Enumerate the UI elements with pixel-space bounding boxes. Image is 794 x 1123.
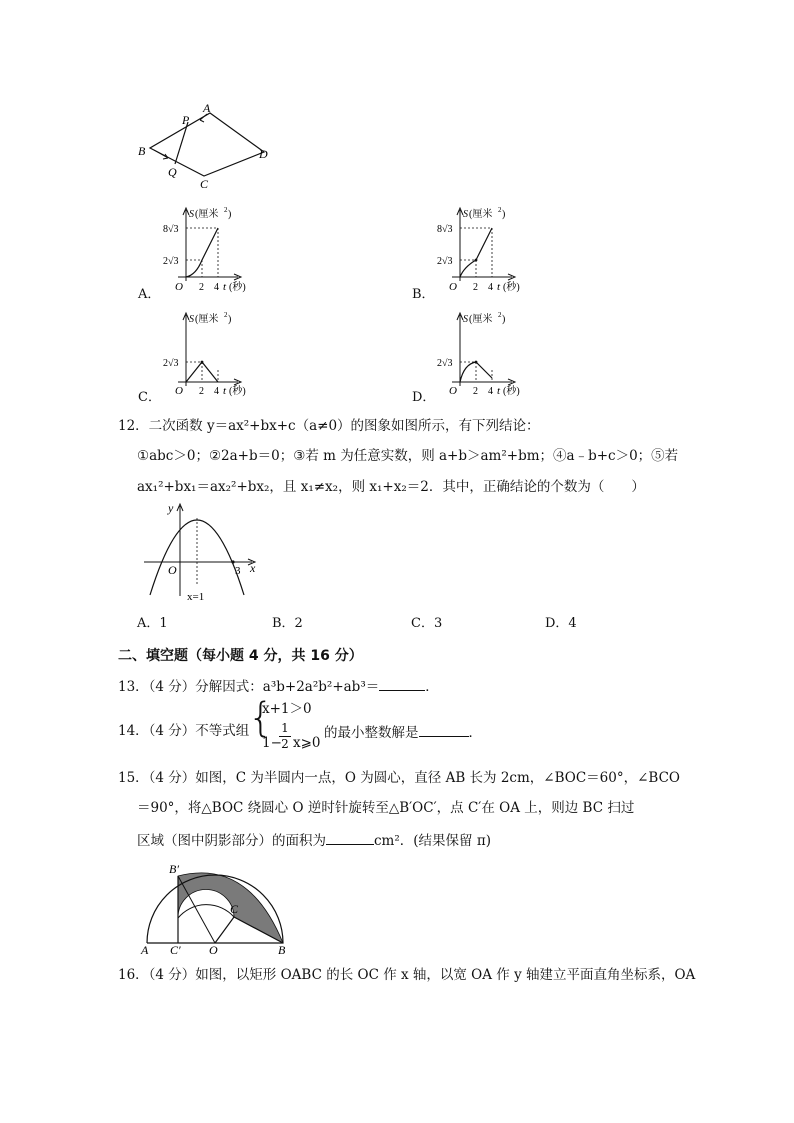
label-C: C bbox=[200, 177, 209, 191]
d-tick-mid: 2√3 bbox=[437, 358, 453, 369]
label-P: P bbox=[182, 113, 190, 127]
d-yaxis-unit: (厘米 bbox=[469, 314, 493, 325]
label-D: D bbox=[259, 147, 268, 161]
d-x4: 4 bbox=[488, 386, 493, 397]
a-yaxis-unit: (厘米 bbox=[195, 209, 219, 220]
c-yaxis-sup: 2 bbox=[224, 311, 228, 319]
a-xaxis-unit: (秒) bbox=[229, 282, 246, 293]
d-yaxis-s: S bbox=[463, 314, 468, 325]
q15-line3 bbox=[137, 830, 491, 850]
q13-end: ． bbox=[425, 679, 439, 695]
q12-options bbox=[137, 612, 697, 632]
a-x4: 4 bbox=[214, 282, 219, 293]
a-yaxis-close: ) bbox=[228, 209, 232, 220]
q14-suffix-line bbox=[324, 722, 482, 742]
d-origin: O bbox=[449, 385, 457, 397]
q13-text: 13．（4 分）分解因式：a³b+2a²b²+ab³＝ bbox=[118, 679, 380, 695]
b-xaxis-t: t bbox=[497, 281, 501, 293]
c-origin: O bbox=[175, 385, 183, 397]
graph-d-svg bbox=[412, 310, 542, 405]
option-b-label: B． bbox=[412, 287, 435, 302]
q15-line1: 15．（4 分）如图，C 为半圆内一点，O 为圆心，直径 AB 长为 2cm，∠BOC＝60°，∠BCO bbox=[118, 770, 680, 786]
c-x2: 2 bbox=[199, 386, 204, 397]
b-tick-mid: 2√3 bbox=[437, 256, 453, 267]
c-yaxis-close: ) bbox=[228, 314, 232, 325]
q12-option-d: D．4 bbox=[545, 616, 577, 631]
q14-frac-num: 1 bbox=[279, 721, 291, 737]
q15-line3-a: 区域（图中阴影部分）的面积为 bbox=[137, 833, 326, 849]
b-yaxis-s: S bbox=[463, 209, 468, 220]
semicircle-figure bbox=[138, 858, 298, 956]
b-x2: 2 bbox=[473, 282, 478, 293]
label-A: A bbox=[203, 101, 211, 115]
graph-option-c bbox=[138, 310, 268, 405]
a-x2: 2 bbox=[199, 282, 204, 293]
option-a-label: A． bbox=[138, 287, 161, 302]
c-yaxis-unit: (厘米 bbox=[195, 314, 219, 325]
c-yaxis-s: S bbox=[189, 314, 194, 325]
parabola-x: x bbox=[250, 561, 256, 575]
q12-line3: ax₁²+bx₁＝ax₂²+bx₂，且 x₁≠x₂，则 x₁+x₂＝2．其中，正确结论的个数为（ ） bbox=[137, 479, 645, 495]
q16-line1: 16．（4 分）如图，以矩形 OABC 的长 OC 作 x 轴，以宽 OA 作 y 轴建立平面直角坐标系，OA bbox=[118, 967, 696, 983]
q13-blank bbox=[379, 676, 425, 691]
parabola-figure bbox=[140, 500, 270, 605]
fig-label-bp: B′ bbox=[169, 862, 179, 876]
q12-option-b: B．2 bbox=[272, 616, 303, 631]
a-yaxis-sup: 2 bbox=[224, 206, 228, 214]
parabola-svg bbox=[140, 500, 270, 605]
graph-b-svg bbox=[412, 205, 542, 300]
q12-line1: 12．二次函数 y＝ax²+bx+c（a≠0）的图象如图所示，有下列结论： bbox=[118, 418, 540, 434]
option-c-label: C． bbox=[138, 390, 161, 405]
d-yaxis-sup: 2 bbox=[498, 311, 502, 319]
label-Q: Q bbox=[168, 165, 177, 179]
d-yaxis-close: ) bbox=[502, 314, 506, 325]
a-xaxis-t: t bbox=[223, 281, 227, 293]
a-yaxis-s: S bbox=[189, 209, 194, 220]
q14-fraction bbox=[279, 721, 291, 761]
b-tick-top: 8√3 bbox=[437, 224, 453, 235]
graph-a-svg bbox=[138, 205, 268, 300]
d-xaxis-t: t bbox=[497, 385, 501, 397]
q14-row2-b: x⩾0 bbox=[293, 735, 321, 751]
parabola-axis: x=1 bbox=[187, 591, 205, 603]
q14-row1: x+1＞0 bbox=[262, 701, 312, 717]
q14-row2-a: 1− bbox=[262, 735, 282, 751]
q14-frac-den: 2 bbox=[281, 737, 289, 751]
c-tick-mid: 2√3 bbox=[163, 358, 179, 369]
q15-blank bbox=[326, 830, 374, 845]
q13 bbox=[118, 676, 439, 696]
q12-line2: ①abc＞0；②2a+b＝0；③若 m 为任意实数，则 a+b＞am²+bm；④a﹣b+c＞0；⑤若 bbox=[137, 448, 679, 464]
fig-label-cp: C′ bbox=[170, 943, 181, 957]
parabola-three: 3 bbox=[235, 565, 241, 577]
option-d-label: D． bbox=[412, 390, 436, 405]
b-yaxis-close: ) bbox=[502, 209, 506, 220]
fig-label-b: B bbox=[278, 943, 286, 957]
graph-c-svg bbox=[138, 310, 268, 405]
parabola-origin: O bbox=[168, 563, 177, 577]
q14-brace: { bbox=[248, 695, 274, 741]
graph-option-b bbox=[412, 205, 542, 300]
a-tick-mid: 2√3 bbox=[163, 256, 179, 267]
label-B: B bbox=[138, 144, 146, 158]
q12-option-c: C．3 bbox=[411, 616, 443, 631]
b-x4: 4 bbox=[488, 282, 493, 293]
q14-blank bbox=[419, 722, 469, 737]
q14-end: ． bbox=[468, 725, 482, 741]
rhombus-figure bbox=[130, 100, 280, 195]
c-xaxis-unit: (秒) bbox=[229, 386, 246, 397]
semicircle-svg bbox=[138, 858, 298, 956]
q14-suffix: 的最小整数解是 bbox=[324, 725, 419, 741]
a-tick-top: 8√3 bbox=[163, 224, 179, 235]
fig-label-o: O bbox=[209, 943, 218, 957]
fig-label-c: C bbox=[230, 902, 239, 916]
d-xaxis-unit: (秒) bbox=[503, 386, 520, 397]
q12-option-a: A．1 bbox=[137, 616, 168, 631]
graph-option-a bbox=[138, 205, 268, 300]
c-xaxis-t: t bbox=[223, 385, 227, 397]
b-origin: O bbox=[449, 281, 457, 293]
graph-option-d bbox=[412, 310, 542, 405]
b-yaxis-unit: (厘米 bbox=[469, 209, 493, 220]
q14-prefix: 14．（4 分）不等式组 bbox=[118, 723, 250, 739]
section-2-title: 二、填空题（每小题 4 分，共 16 分） bbox=[118, 648, 363, 664]
fig-label-a: A bbox=[141, 943, 149, 957]
q15-line3-b: cm²．(结果保留 π) bbox=[374, 833, 491, 849]
b-yaxis-sup: 2 bbox=[498, 206, 502, 214]
q15-line2: ＝90°，将△BOC 绕圆心 O 逆时针旋转至△B′OC′，点 C′在 OA 上，则边 BC 扫过 bbox=[137, 800, 635, 816]
parabola-y: y bbox=[168, 501, 174, 515]
rhombus-svg bbox=[130, 100, 280, 195]
c-x4: 4 bbox=[214, 386, 219, 397]
d-x2: 2 bbox=[473, 386, 478, 397]
a-origin: O bbox=[175, 281, 183, 293]
b-xaxis-unit: (秒) bbox=[503, 282, 520, 293]
